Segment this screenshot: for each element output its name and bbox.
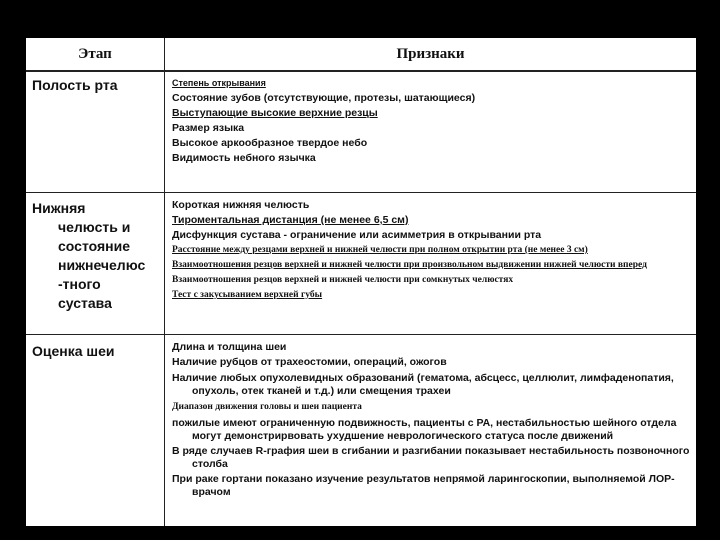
stage-line: -тного [58, 276, 101, 292]
signs-neck [172, 340, 694, 501]
sign-item: Тест с закусыванием верхней губы [172, 290, 323, 300]
stage-line: состояние [58, 238, 130, 254]
sign-item: Диапазон движения головы и шеи пациента [172, 402, 362, 412]
sign-item: Дисфункция сустава - ограничение или асимметрия в открывании рта [172, 229, 542, 241]
column-divider [164, 38, 165, 526]
stage-oral-cavity: Полость рта [32, 77, 118, 93]
header-divider [26, 70, 696, 72]
sign-item: Размер языка [172, 122, 245, 134]
row-divider [26, 192, 696, 193]
sign-item: Расстояние между резцами верхней и нижней челюсти при полном открытии рта (не менее 3 см) [172, 245, 588, 255]
sign-item: Видимость небного язычка [172, 152, 316, 164]
sign-item: Выступающие высокие верхние резцы [172, 107, 378, 119]
sign-item: При раке гортани показано изучение результатов непрямой ларингоскопии, выполняемой ЛОР-врачом [172, 473, 675, 498]
column-header-signs: Признаки [396, 46, 465, 62]
stage-lower-jaw [32, 199, 145, 313]
sign-item: Взаимоотношения резцов верхней и нижней челюсти при произвольном выдвижении нижней челюсти вперед [172, 260, 647, 270]
sign-item: В ряде случаев R-графия шеи в сгибании и разгибании показывает нестабильность позвоночного столба [172, 445, 690, 470]
sign-item: Степень открывания [172, 78, 266, 88]
sign-item: Состояние зубов (отсутствующие, протезы, шатающиеся) [172, 92, 476, 104]
sign-item: Наличие любых опухолевидных образований (гематома, абсцесс, целлюлит, лимфаденопатия, опухоль, отек тканей и т.д.) или смещения трахеи [172, 372, 674, 397]
sign-item: Взаимоотношения резцов верхней и нижней челюсти при сомкнутых челюстях [172, 275, 514, 285]
sign-item: Тироментальная дистанция (не менее 6,5 см) [172, 214, 409, 226]
column-header-stage: Этап [78, 46, 112, 62]
sign-item: Наличие рубцов от трахеостомии, операций, ожогов [172, 356, 447, 368]
signs-lower-jaw [172, 198, 694, 303]
stage-neck: Оценка шеи [32, 343, 115, 359]
signs-oral-cavity [172, 76, 694, 166]
row-divider [26, 334, 696, 335]
stage-line: Нижняя [32, 200, 86, 216]
sign-item: пожилые имеют ограниченную подвижность, пациенты с РА, нестабильностью шейного отдела могут демонстрирвовать ухудшение неврологического статуса после движений [172, 417, 677, 442]
stage-line: челюсть и [58, 219, 131, 235]
stage-line: нижнечелюс [58, 257, 146, 273]
sign-item: Высокое аркообразное твердое небо [172, 137, 368, 149]
stage-line: сустава [58, 295, 112, 311]
sign-item: Длина и толщина шеи [172, 341, 287, 353]
sign-item: Короткая нижняя челюсть [172, 199, 310, 211]
criteria-table [26, 38, 696, 526]
